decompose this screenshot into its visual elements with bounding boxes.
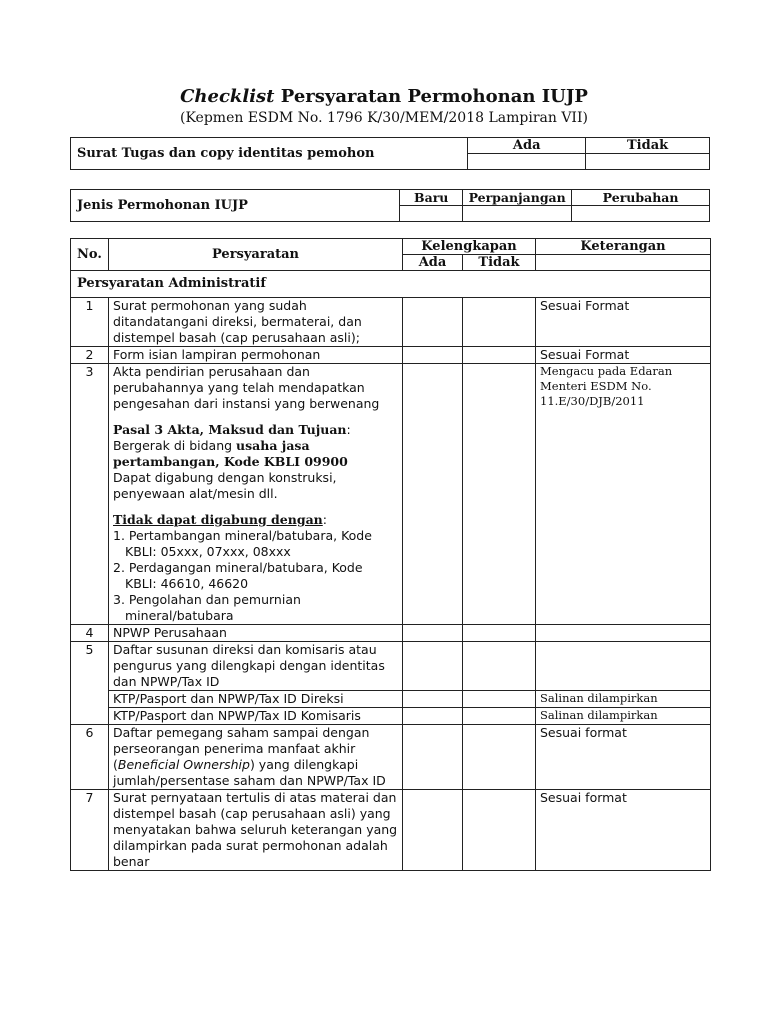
tidak-block (113, 512, 398, 528)
ada-cell[interactable] (403, 298, 463, 347)
page-title (0, 86, 768, 107)
tidak-cell[interactable] (463, 708, 536, 725)
row-note: Sesuai format (536, 790, 711, 871)
col-perpanjangan: Perpanjangan (463, 190, 572, 206)
tidak-cell[interactable] (463, 790, 536, 871)
row-requirement (109, 725, 403, 790)
row-number: 3 (71, 364, 109, 625)
tidak-cell[interactable] (463, 642, 536, 691)
header-keterangan: Keterangan (536, 239, 711, 255)
table-subrow (71, 708, 711, 725)
header-keterangan-blank (536, 255, 711, 271)
title-emphasis: Checklist (180, 86, 275, 107)
ada-cell[interactable] (403, 364, 463, 625)
pasal-desc (113, 438, 398, 470)
row-note: Sesuai Format (536, 347, 711, 364)
r6-text-b: ) yang dilengkapi jumlah/persentase saham dan NPWP/Tax ID (113, 757, 386, 788)
table-row (71, 625, 711, 642)
pasal-bold: usaha jasa pertambangan, Kode KBLI 09900 (113, 438, 348, 469)
tidak-cell[interactable] (463, 725, 536, 790)
r6-text-a: Daftar pemegang saham sampai dengan perseorangan penerima manfaat akhir ( (113, 725, 370, 772)
header-persyaratan: Persyaratan (109, 239, 403, 271)
title-text: Persyaratan Permohonan IUJP (274, 86, 588, 107)
surat-tugas-table (70, 137, 710, 170)
col-ada: Ada (468, 138, 586, 154)
tidak-cell[interactable] (463, 691, 536, 708)
section-administratif: Persyaratan Administratif (71, 271, 711, 298)
col-tidak: Tidak (586, 138, 710, 154)
row-note: Sesuai Format (536, 298, 711, 347)
table-row (71, 347, 711, 364)
page-subtitle: (Kepmen ESDM No. 1796 K/30/MEM/2018 Lampiran VII) (180, 110, 588, 126)
tidak-heading: Tidak dapat digabung dengan (113, 512, 323, 527)
r6-text-italic: Beneficial Ownership (117, 757, 250, 772)
header-no: No. (71, 239, 109, 271)
tidak-cell[interactable] (463, 625, 536, 642)
table-row (71, 298, 711, 347)
list-item: 1. Pertambangan mineral/batubara, Kode KBLI: 05xxx, 07xxx, 08xxx (113, 528, 372, 559)
ada-cell[interactable] (403, 625, 463, 642)
row-number: 4 (71, 625, 109, 642)
table-row (71, 364, 711, 625)
baru-cell[interactable] (400, 206, 463, 222)
row-note: Salinan dilampirkan (536, 708, 711, 725)
pasal-line1: Bergerak di bidang (113, 438, 237, 453)
row-requirement: KTP/Pasport dan NPWP/Tax ID Komisaris (109, 708, 403, 725)
row-requirement: Surat permohonan yang sudah ditandatangani direksi, bermaterai, dan distempel basah (cap perusahaan asli); (109, 298, 403, 347)
row-requirement (109, 364, 403, 625)
row-requirement: Surat pernyataan tertulis di atas materai dan distempel basah (cap perusahaan asli) yang menyatakan bahwa seluruh keterangan yang dilampirkan pada surat permohonan adalah benar (109, 790, 403, 871)
perubahan-cell[interactable] (572, 206, 710, 222)
ada-cell[interactable] (403, 642, 463, 691)
header-tidak: Tidak (463, 255, 536, 271)
list-item: 3. Pengolahan dan pemurnian mineral/batubara (113, 592, 301, 623)
ada-cell[interactable] (403, 790, 463, 871)
row-number: 5 (71, 642, 109, 725)
header-ada: Ada (403, 255, 463, 271)
pasal-colon: : (346, 422, 351, 437)
table-row (71, 790, 711, 871)
row-requirement: Daftar susunan direksi dan komisaris atau pengurus yang dilengkapi dengan identitas dan NPWP/Tax ID (109, 642, 403, 691)
surat-tugas-label: Surat Tugas dan copy identitas pemohon (71, 138, 468, 170)
row-note: Mengacu pada Edaran Menteri ESDM No. 11.E/30/DJB/2011 (536, 364, 711, 625)
row-number: 2 (71, 347, 109, 364)
table-row (71, 642, 711, 691)
row-requirement: KTP/Pasport dan NPWP/Tax ID Direksi (109, 691, 403, 708)
table-row (71, 725, 711, 790)
row-note: Sesuai format (536, 725, 711, 790)
row-number: 7 (71, 790, 109, 871)
row-note (536, 625, 711, 642)
pasal-line2: Dapat digabung dengan konstruksi, penyewaan alat/mesin dll. (113, 470, 337, 501)
row-number: 1 (71, 298, 109, 347)
surat-tugas-tidak-cell[interactable] (586, 154, 710, 170)
tidak-cell[interactable] (463, 347, 536, 364)
jenis-permohonan-table (70, 189, 710, 222)
row-requirement: NPWP Perusahaan (109, 625, 403, 642)
persyaratan-table (70, 238, 711, 871)
list-item: 2. Perdagangan mineral/batubara, Kode KBLI: 46610, 46620 (113, 560, 363, 591)
row-note: Salinan dilampirkan (536, 691, 711, 708)
ada-cell[interactable] (403, 725, 463, 790)
surat-tugas-ada-cell[interactable] (468, 154, 586, 170)
ada-cell[interactable] (403, 347, 463, 364)
col-perubahan: Perubahan (572, 190, 710, 206)
row-note (536, 642, 711, 691)
table-subrow (71, 691, 711, 708)
row-number: 6 (71, 725, 109, 790)
row-requirement: Form isian lampiran permohonan (109, 347, 403, 364)
ada-cell[interactable] (403, 691, 463, 708)
pasal-block (113, 422, 398, 438)
tidak-cell[interactable] (463, 364, 536, 625)
akta-text: Akta pendirian perusahaan dan perubahannya yang telah mendapatkan pengesahan dari instansi yang berwenang (113, 364, 380, 411)
header-kelengkapan: Kelengkapan (403, 239, 536, 255)
ada-cell[interactable] (403, 708, 463, 725)
tidak-cell[interactable] (463, 298, 536, 347)
pasal-heading: Pasal 3 Akta, Maksud dan Tujuan (113, 422, 347, 437)
tidak-colon: : (322, 512, 327, 527)
jenis-permohonan-label: Jenis Permohonan IUJP (71, 190, 400, 222)
perpanjangan-cell[interactable] (463, 206, 572, 222)
col-baru: Baru (400, 190, 463, 206)
